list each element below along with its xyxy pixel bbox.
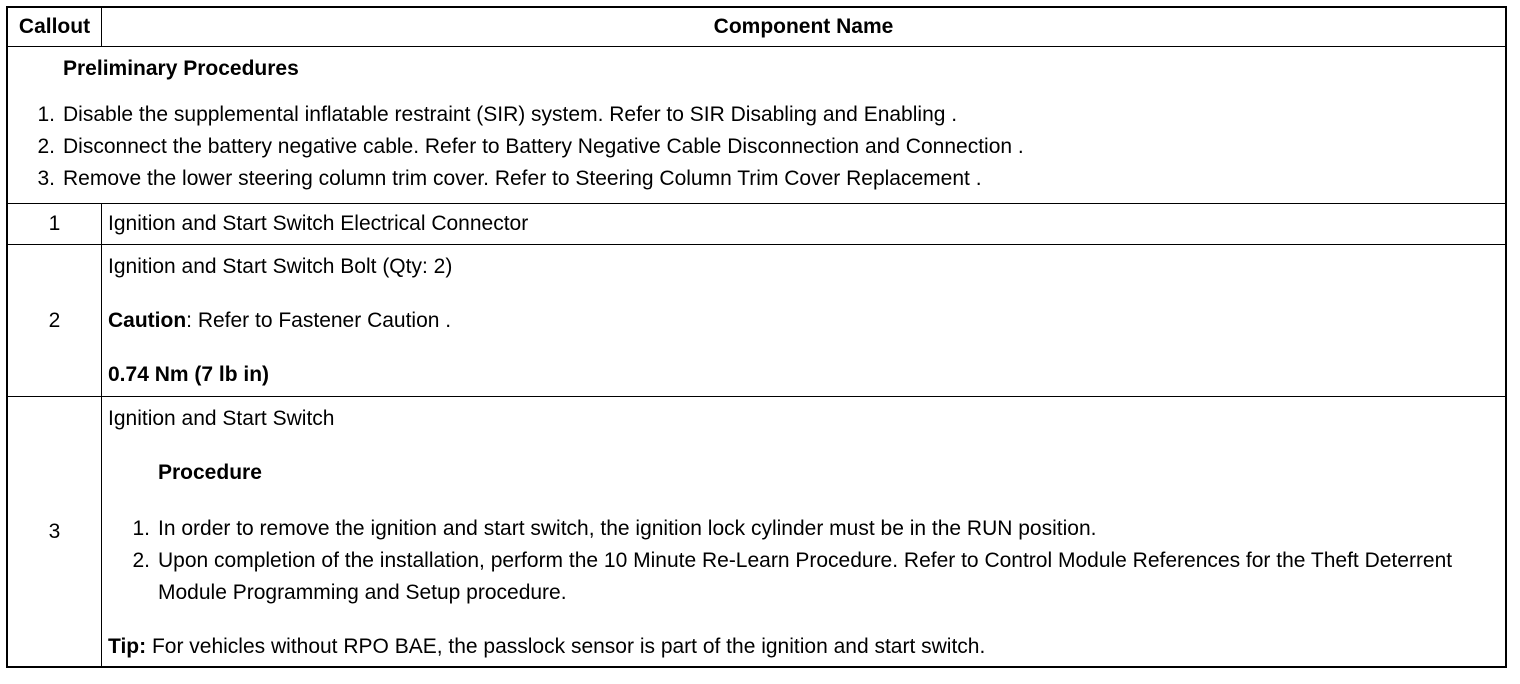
component-name-header: Component Name <box>102 7 1507 47</box>
procedure-heading: Procedure <box>158 461 262 484</box>
list-item <box>108 545 1505 609</box>
preliminary-procedures <box>7 47 1506 204</box>
table-row <box>7 397 1506 668</box>
procedure-steps <box>108 513 1505 609</box>
step-number: 2. <box>132 549 150 572</box>
table-row <box>7 204 1506 245</box>
tip-text: For vehicles without RPO BAE, the passlock sensor is part of the ignition and start switch. <box>146 635 986 658</box>
step-text: Remove the lower steering column trim cover. Refer to Steering Column Trim Cover Replacement . <box>63 167 982 190</box>
table-row <box>7 245 1506 397</box>
component-table <box>6 6 1507 668</box>
preliminary-row <box>7 47 1506 204</box>
list-item <box>8 131 1505 163</box>
list-item <box>8 163 1505 195</box>
step-number: 1. <box>37 103 55 126</box>
step-text: In order to remove the ignition and start switch, the ignition lock cylinder must be in the RUN position. <box>158 517 1097 540</box>
tip-label: Tip: <box>108 635 147 658</box>
step-number: 2. <box>37 135 55 158</box>
component-name: Ignition and Start Switch <box>108 407 335 430</box>
list-item <box>8 99 1505 131</box>
component-name-cell: Ignition and Start Switch Electrical Connector <box>102 204 1507 245</box>
callout-cell: 3 <box>7 397 102 668</box>
step-text: Upon completion of the installation, perform the 10 Minute Re-Learn Procedure. Refer to Control Module References for the Theft Deterrent Module Programming and Setup procedure. <box>158 549 1453 604</box>
callout-header: Callout <box>7 7 102 47</box>
step-number: 1. <box>132 517 150 540</box>
step-number: 3. <box>37 167 55 190</box>
list-item <box>108 513 1505 545</box>
caution-note <box>108 307 1505 334</box>
component-name-cell <box>102 245 1507 397</box>
tip-note <box>108 633 1505 660</box>
caution-label: Caution <box>108 309 187 332</box>
step-text: Disable the supplemental inflatable restraint (SIR) system. Refer to SIR Disabling and Enabling . <box>63 103 958 126</box>
callout-cell: 2 <box>7 245 102 397</box>
torque-spec <box>108 361 1505 388</box>
component-name-cell <box>102 397 1507 668</box>
torque-value: 0.74 Nm (7 lb in) <box>108 363 270 386</box>
step-text: Disconnect the battery negative cable. Refer to Battery Negative Cable Disconnection and Connection . <box>63 135 1024 158</box>
component-name: Ignition and Start Switch Bolt (Qty: 2) <box>108 255 453 278</box>
header-row <box>7 7 1506 47</box>
preliminary-heading: Preliminary Procedures <box>63 57 299 80</box>
preliminary-steps <box>8 99 1505 195</box>
caution-text: : Refer to Fastener Caution . <box>186 309 452 332</box>
callout-cell: 1 <box>7 204 102 245</box>
